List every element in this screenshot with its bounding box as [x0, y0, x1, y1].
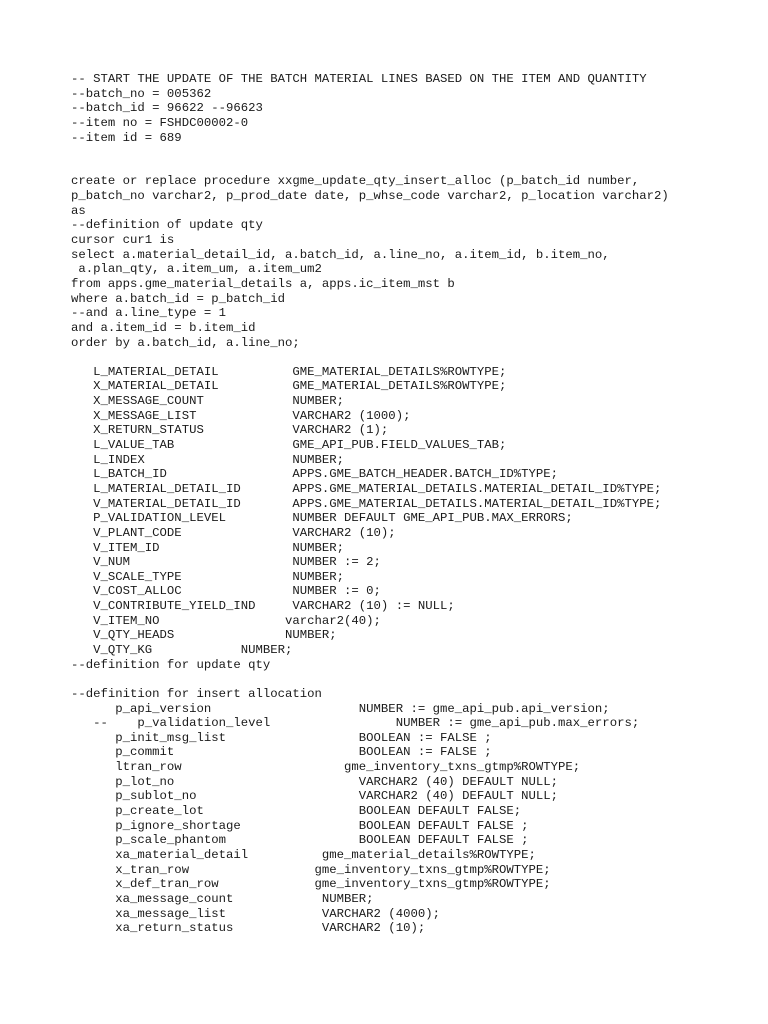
code-line: p_scale_phantom BOOLEAN DEFAULT FALSE ;: [71, 833, 529, 848]
code-line: X_MESSAGE_COUNT NUMBER;: [71, 394, 345, 409]
code-line: as: [71, 203, 86, 218]
code-line: --definition for insert allocation: [71, 686, 322, 701]
code-line: [71, 145, 669, 160]
code-line: L_MATERIAL_DETAIL GME_MATERIAL_DETAILS%ROWTYPE;: [71, 364, 507, 379]
code-line: where a.batch_id = p_batch_id: [71, 291, 286, 306]
code-line: -- START THE UPDATE OF THE BATCH MATERIAL LINES BASED ON THE ITEM AND QUANTITY: [71, 72, 647, 86]
code-line: V_SCALE_TYPE NUMBER;: [71, 569, 345, 584]
code-line: [71, 160, 669, 175]
code-line: V_CONTRIBUTE_YIELD_IND VARCHAR2 (10) := NULL;: [71, 599, 455, 614]
code-line: V_COST_ALLOC NUMBER := 0;: [71, 584, 381, 599]
code-line: [71, 350, 669, 365]
code-line: V_PLANT_CODE VARCHAR2 (10);: [71, 525, 396, 540]
code-line: p_commit BOOLEAN := FALSE ;: [71, 745, 492, 760]
code-line: p_create_lot BOOLEAN DEFAULT FALSE;: [71, 804, 522, 819]
code-line: p_ignore_shortage BOOLEAN DEFAULT FALSE ;: [71, 818, 529, 833]
code-line: [71, 672, 669, 687]
code-line: p_init_msg_list BOOLEAN := FALSE ;: [71, 730, 492, 745]
code-line: L_BATCH_ID APPS.GME_BATCH_HEADER.BATCH_ID%TYPE;: [71, 467, 559, 482]
code-line: V_NUM NUMBER := 2;: [71, 555, 381, 570]
code-line: V_ITEM_ID NUMBER;: [71, 540, 345, 555]
code-line: L_INDEX NUMBER;: [71, 452, 345, 467]
code-listing: [71, 72, 669, 936]
code-line: --item id = 689: [71, 130, 182, 145]
code-line: P_VALIDATION_LEVEL NUMBER DEFAULT GME_API_PUB.MAX_ERRORS;: [71, 511, 573, 526]
code-line: L_MATERIAL_DETAIL_ID APPS.GME_MATERIAL_DETAILS.MATERIAL_DETAIL_ID%TYPE;: [71, 481, 662, 496]
code-line: p_lot_no VARCHAR2 (40) DEFAULT NULL;: [71, 774, 559, 789]
code-line: V_QTY_KG NUMBER;: [71, 642, 293, 657]
code-line: X_MATERIAL_DETAIL GME_MATERIAL_DETAILS%ROWTYPE;: [71, 379, 507, 394]
code-line: --item no = FSHDC00002-0: [71, 115, 249, 130]
code-line: --and a.line_type = 1: [71, 306, 226, 321]
code-line: p_api_version NUMBER := gme_api_pub.api_version;: [71, 701, 610, 716]
code-line: select a.material_detail_id, a.batch_id, a.line_no, a.item_id, b.item_no,: [71, 247, 610, 262]
code-line: x_tran_row gme_inventory_txns_gtmp%ROWTYPE;: [71, 862, 551, 877]
code-line: xa_message_count NUMBER;: [71, 891, 374, 906]
code-line: X_RETURN_STATUS VARCHAR2 (1);: [71, 423, 389, 438]
code-line: p_batch_no varchar2, p_prod_date date, p_whse_code varchar2, p_location varchar2): [71, 189, 669, 204]
code-line: V_MATERIAL_DETAIL_ID APPS.GME_MATERIAL_DETAILS.MATERIAL_DETAIL_ID%TYPE;: [71, 496, 662, 511]
code-line: cursor cur1 is: [71, 233, 175, 248]
code-line: ltran_row gme_inventory_txns_gtmp%ROWTYPE;: [71, 760, 581, 775]
code-line: V_QTY_HEADS NUMBER;: [71, 628, 337, 643]
code-line: L_VALUE_TAB GME_API_PUB.FIELD_VALUES_TAB;: [71, 438, 507, 453]
code-line: x_def_tran_row gme_inventory_txns_gtmp%ROWTYPE;: [71, 877, 551, 892]
code-line: order by a.batch_id, a.line_no;: [71, 335, 300, 350]
code-line: --definition of update qty: [71, 218, 263, 233]
code-line: --batch_no = 005362: [71, 86, 212, 101]
code-line: xa_return_status VARCHAR2 (10);: [71, 921, 426, 936]
code-line: -- p_validation_level NUMBER := gme_api_pub.max_errors;: [71, 716, 640, 731]
code-line: a.plan_qty, a.item_um, a.item_um2: [71, 262, 322, 277]
code-line: --definition for update qty: [71, 657, 271, 672]
code-line: and a.item_id = b.item_id: [71, 320, 256, 335]
code-line: xa_material_detail gme_material_details%ROWTYPE;: [71, 847, 536, 862]
code-line: X_MESSAGE_LIST VARCHAR2 (1000);: [71, 408, 411, 423]
code-line: create or replace procedure xxgme_update_qty_insert_alloc (p_batch_id number,: [71, 174, 640, 189]
code-line: from apps.gme_material_details a, apps.ic_item_mst b: [71, 276, 455, 291]
code-line: xa_message_list VARCHAR2 (4000);: [71, 906, 440, 921]
code-line: V_ITEM_NO varchar2(40);: [71, 613, 381, 628]
code-line: p_sublot_no VARCHAR2 (40) DEFAULT NULL;: [71, 789, 559, 804]
code-line: --batch_id = 96622 --96623: [71, 101, 263, 116]
